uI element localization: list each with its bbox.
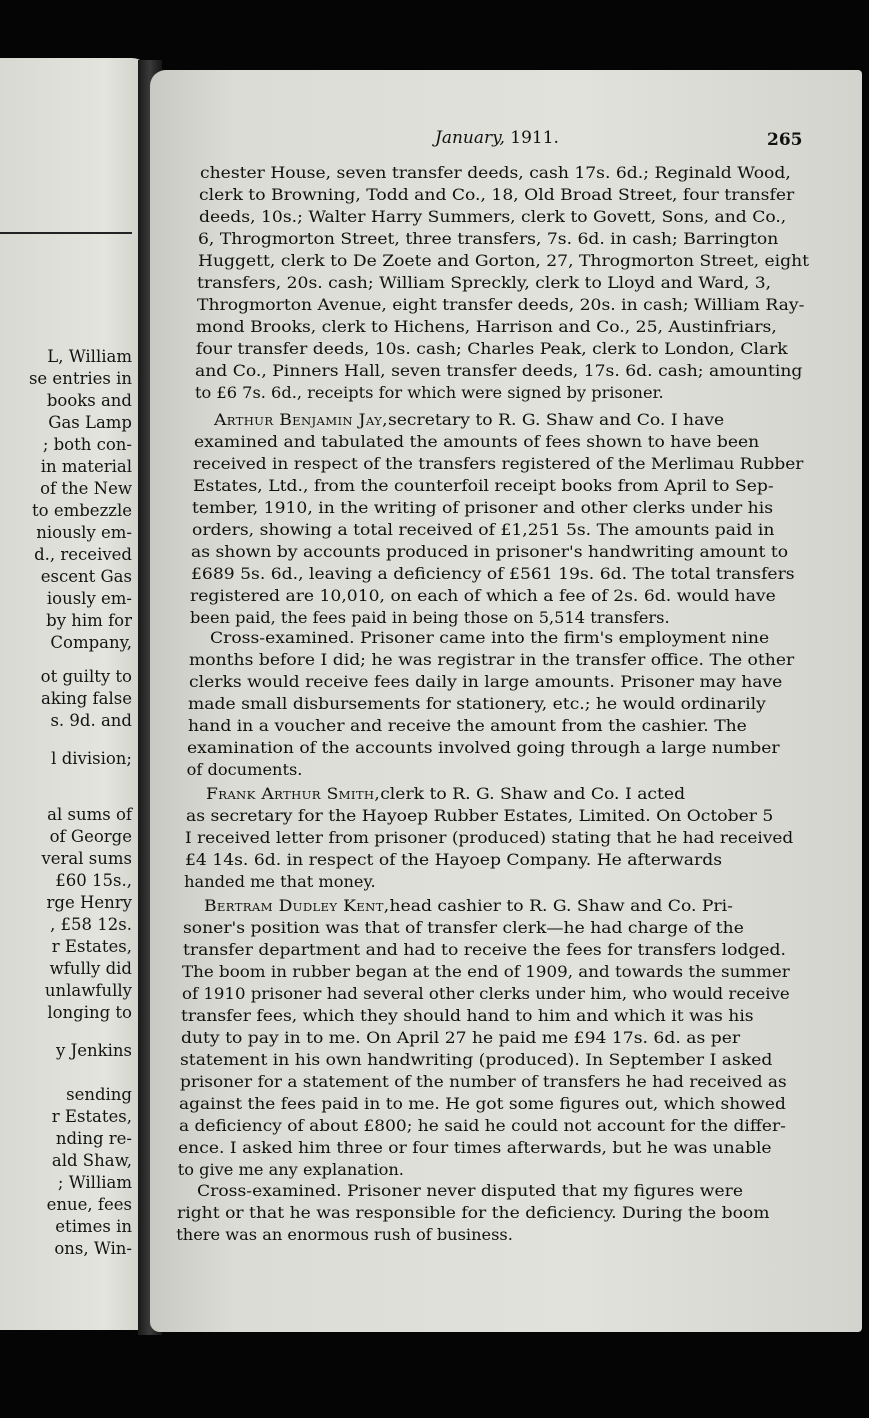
body-line-text: to give me any explanation. (177, 1160, 404, 1179)
left-page-line: y Jenkins (56, 1041, 132, 1060)
body-line-text: Estates, Ltd., from the counterfoil receipt books from April to Sep- (192, 476, 774, 495)
left-page-line: Gas Lamp (48, 413, 132, 432)
body-line-text: secretary to R. G. Shaw and Co. I have (388, 410, 725, 429)
left-page-line: L, William (47, 347, 132, 366)
left-page-line: unlawfully (44, 981, 132, 1000)
body-line-text: deeds, 10s.; Walter Harry Summers, clerk to Govett, Sons, and Co., (198, 207, 787, 226)
body-line-text: 6, Throgmorton Street, three transfers, 7s. 6d. in cash; Barrington (198, 229, 779, 248)
body-line-text: registered are 10,010, on each of which a fee of 2s. 6d. would have (190, 586, 777, 605)
body-line-text: clerk to R. G. Shaw and Co. I acted (380, 784, 686, 803)
left-page-line: £60 15s., (55, 871, 132, 890)
body-line-text: Huggett, clerk to De Zoete and Gorton, 27, Throgmorton Street, eight (197, 251, 809, 270)
body-line-text: £4 14s. 6d. in respect of the Hayoep Company. He afterwards (184, 850, 722, 869)
body-line-text: clerk to Browning, Todd and Co., 18, Old Broad Street, four transfer (199, 185, 795, 204)
body-line-text: tember, 1910, in the writing of prisoner and other clerks under his (192, 498, 774, 517)
left-page-line: of the New (40, 479, 132, 498)
witness-name: Frank Arthur Smith, (206, 784, 381, 803)
body-line-text: statement in his own handwriting (produced). In September I asked (180, 1050, 773, 1069)
left-page-line: veral sums (41, 849, 132, 868)
body-line-text: orders, showing a total received of £1,251 5s. The amounts paid in (191, 520, 775, 539)
body-line-text: prisoner for a statement of the number of transfers he had received as (179, 1072, 787, 1091)
body-line-text: transfer fees, which they should hand to him and which it was his (181, 1006, 754, 1025)
body-line-text: handed me that money. (184, 872, 376, 891)
body-line-text: Cross-examined. Prisoner never disputed that my figures were (197, 1181, 744, 1200)
left-page-line: niously em- (36, 523, 132, 542)
witness-name: Arthur Benjamin Jay, (214, 410, 389, 429)
left-page-line: sending (66, 1085, 132, 1104)
left-page-line: to embezzle (32, 501, 132, 520)
body-line-text: examined and tabulated the amounts of fees shown to have been (193, 432, 760, 451)
left-page-line: l division; (51, 749, 132, 768)
left-page-line: s. 9d. and (50, 711, 132, 730)
left-page-line: aking false (41, 689, 132, 708)
body-line-text: £689 5s. 6d., leaving a deficiency of £561 19s. 6d. The total transfers (190, 564, 795, 583)
body-line-text: a deficiency of about £800; he said he could not account for the differ- (178, 1116, 786, 1135)
body-line-text: head cashier to R. G. Shaw and Co. Pri- (389, 896, 733, 915)
left-page-line: , £58 12s. (50, 915, 132, 934)
left-page-line: books and (46, 391, 132, 410)
body-line-text: The boom in rubber began at the end of 1909, and towards the summer (182, 962, 790, 981)
body-line-text: transfer department and had to receive the fees for transfers lodged. (182, 940, 786, 959)
body-line-text: to £6 7s. 6d., receipts for which were signed by prisoner. (195, 383, 664, 402)
body-line-text: transfers, 20s. cash; William Spreckly, clerk to Lloyd and Ward, 3, (197, 273, 772, 292)
body-line-text: mond Brooks, clerk to Hichens, Harrison and Co., 25, Austinfriars, (196, 317, 778, 336)
body-line-text: as secretary for the Hayoep Rubber Estates, Limited. On October 5 (185, 806, 773, 825)
body-line-text: of documents. (186, 760, 303, 779)
left-page-line: al sums of (47, 805, 132, 824)
body-line-text: hand in a voucher and receive the amount from the cashier. The (187, 716, 747, 735)
left-page-line: iously em- (46, 589, 132, 608)
section-rule (0, 232, 132, 234)
left-page-line: enue, fees (46, 1195, 132, 1214)
running-head (435, 128, 559, 148)
body-line-text: of 1910 prisoner had several other clerks under him, who would receive (181, 984, 790, 1003)
left-page-line: by him for (46, 611, 132, 630)
left-page-line: se entries in (28, 369, 132, 388)
body-line-text: right or that he was responsible for the deficiency. During the boom (176, 1203, 770, 1222)
left-page-line: escent Gas (40, 567, 132, 586)
left-page-line: of George (49, 827, 132, 846)
left-page-line: r Estates, (51, 1107, 132, 1126)
left-page-line: etimes in (55, 1217, 132, 1236)
body-line-text: against the fees paid in to me. He got some figures out, which showed (179, 1094, 787, 1113)
left-page-line: d., received (34, 545, 132, 564)
header-year: 1911. (510, 128, 559, 148)
left-page-line: ons, Win- (54, 1239, 132, 1258)
body-line-text: months before I did; he was registrar in the transfer office. The other (189, 650, 795, 669)
body-line-text: as shown by accounts produced in prisoner's handwriting amount to (191, 542, 789, 561)
left-page-line: r Estates, (51, 937, 132, 956)
body-line-text: examination of the accounts involved going through a large number (187, 738, 780, 757)
left-page-line: wfully did (49, 959, 132, 978)
left-page-line: ; both con- (42, 435, 132, 454)
body-line-text: and Co., Pinners Hall, seven transfer deeds, 17s. 6d. cash; amounting (195, 361, 803, 380)
header-month: January, (435, 128, 505, 148)
body-line-text: Throgmorton Avenue, eight transfer deeds, 20s. in cash; William Ray- (196, 295, 805, 314)
left-page-line: rge Henry (46, 893, 132, 912)
body-line-text: Cross-examined. Prisoner came into the firm's employment nine (209, 628, 769, 647)
left-page-line: Company, (50, 633, 132, 652)
body-line-text: made small disbursements for stationery, etc.; he would ordinarily (188, 694, 766, 713)
witness-name: Bertram Dudley Kent, (203, 896, 390, 915)
page-number: 265 (767, 130, 803, 150)
body-line-text: duty to pay in to me. On April 27 he paid me £94 17s. 6d. as per (180, 1028, 740, 1047)
body-line-text: there was an enormous rush of business. (176, 1225, 513, 1244)
left-page-line: ald Shaw, (51, 1151, 132, 1170)
left-page-line: ot guilty to (40, 667, 132, 686)
body-line-text: four transfer deeds, 10s. cash; Charles Peak, clerk to London, Clark (195, 339, 788, 358)
body-line-text: chester House, seven transfer deeds, cash 17s. 6d.; Reginald Wood, (199, 163, 791, 182)
body-line-text: been paid, the fees paid in being those on 5,514 transfers. (190, 608, 670, 627)
left-page-line: nding re- (55, 1129, 132, 1148)
left-page-line: longing to (47, 1003, 132, 1022)
body-line-text: I received letter from prisoner (produced) stating that he had received (185, 828, 794, 847)
body-line-text: clerks would receive fees daily in large amounts. Prisoner may have (188, 672, 782, 691)
left-page-line: ; William (57, 1173, 132, 1192)
body-line-text: ence. I asked him three or four times afterwards, but he was unable (178, 1138, 772, 1157)
body-line-text: received in respect of the transfers registered of the Merlimau Rubber (193, 454, 804, 473)
left-page-line: in material (40, 457, 132, 476)
body-line-text: soner's position was that of transfer clerk—he had charge of the (183, 918, 744, 937)
